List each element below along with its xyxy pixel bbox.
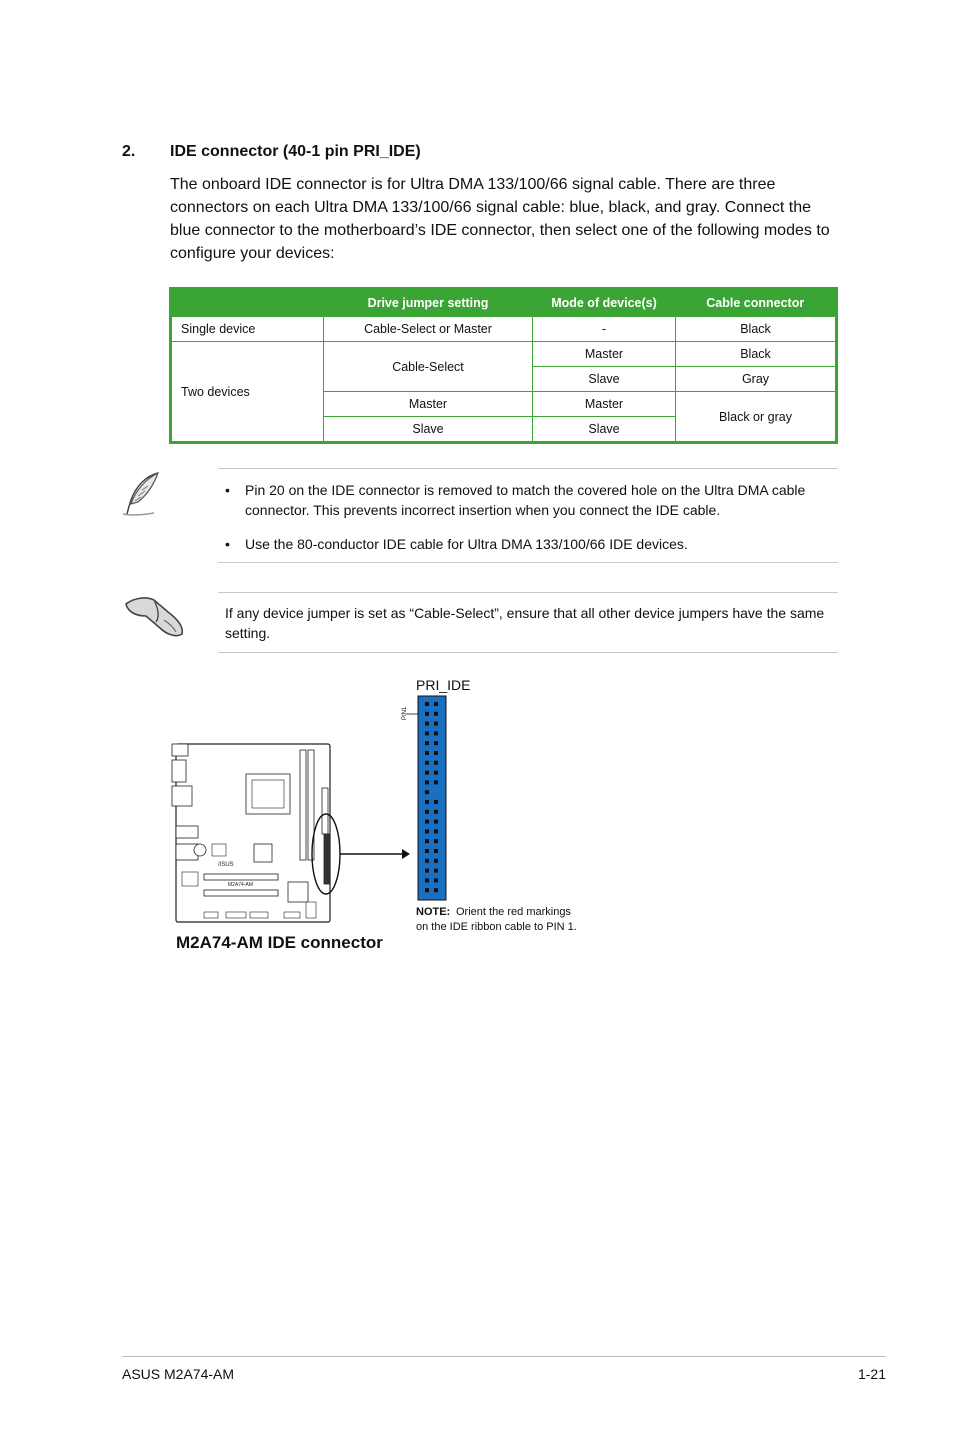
connector-pin [434,751,438,755]
connector-label: PRI_IDE [416,677,471,693]
diagram-note-line1: Orient the red markings [456,906,571,918]
hand-caution-icon [120,590,188,640]
motherboard-layout [172,744,330,922]
pin1-label: PIN1 [402,706,408,720]
note-bottom-divider [218,562,838,563]
connector-pin [434,771,438,775]
connector-pin [434,780,438,784]
connector-pin [425,790,429,794]
note-item [225,534,825,554]
connector-pin [434,849,438,853]
connector-pin [425,849,429,853]
table-cell: Slave [533,367,676,392]
caution-top-divider [218,592,838,593]
connector-pin [425,780,429,784]
connector-pin [425,839,429,843]
board-model-label: M2A74-AM [228,882,254,888]
connector-pin [434,859,438,863]
table-cell: Black or gray [676,392,837,443]
table-header-blank [171,289,324,317]
connector-pin [425,761,429,765]
section-title: IDE connector (40-1 pin PRI_IDE) [170,143,421,160]
table-cell: Black [676,317,837,342]
intro-paragraph: The onboard IDE connector is for Ultra DMA 133/100/66 signal cable. There are three connectors on each Ultra DMA 133/100/66 signal cable: blue, black, and gray. Connect the blue connector to the motherboard’s IDE connector, then select one of the following modes to configure your devices: [170,176,830,262]
footer-product: ASUS M2A74-AM [122,1366,235,1382]
caution-bottom-divider [218,652,838,653]
caution-text: If any device jumper is set as “Cable-Select”, ensure that all other device jumpers have the same setting. [225,605,825,641]
connector-pin [434,839,438,843]
note-item [225,480,825,520]
note-text: Pin 20 on the IDE connector is removed to match the covered hole on the Ultra DMA cable connector. This prevents incorrect insertion when you connect the IDE cable. [245,482,806,518]
table-cell: Single device [171,317,324,342]
footer-page-number: 1-21 [857,1366,886,1382]
connector-pin [434,810,438,814]
connector-pin [425,869,429,873]
connector-pin [425,722,429,726]
connector-pin [434,722,438,726]
note-top-divider [218,468,838,469]
connector-pin [425,741,429,745]
table-cell: Cable-Select [324,342,533,392]
connector-pin [434,820,438,824]
connector-pin [434,829,438,833]
table-row [171,317,837,342]
diagram-note-line2: on the IDE ribbon cable to PIN 1. [416,921,577,933]
connector-pin [425,810,429,814]
table-cell: Master [533,392,676,417]
connector-pin [434,741,438,745]
connector-pin [434,702,438,706]
footer-divider [122,1356,886,1357]
table-header-mode: Mode of device(s) [533,289,676,317]
table-cell: - [533,317,676,342]
connector-pin [425,771,429,775]
connector-pin [434,731,438,735]
connector-pin [425,878,429,882]
ide-settings-table [169,287,838,444]
table-header-jumper: Drive jumper setting [324,289,533,317]
table-cell: Gray [676,367,837,392]
connector-pin [434,869,438,873]
connector-pin [425,800,429,804]
connector-pin [425,702,429,706]
feather-pen-icon [118,470,164,518]
diagram-caption: M2A74-AM IDE connector [176,933,383,952]
note-text: Use the 80-conductor IDE cable for Ultra DMA 133/100/66 IDE devices. [245,536,688,552]
connector-pin [434,712,438,716]
table-header-row [171,289,837,317]
section-number: 2. [122,143,136,160]
table-cell: Two devices [171,342,324,443]
diagram-note-label: NOTE: [416,906,451,918]
pointer-arrow-head [402,849,410,859]
connector-pin [425,820,429,824]
connector-pin [434,800,438,804]
ide-connector-diagram [120,668,640,968]
connector-pin [425,859,429,863]
board-logo: /ISUS [218,862,234,868]
connector-pin [434,888,438,892]
table-row [171,342,837,367]
connector-pin [425,731,429,735]
table-cell: Master [324,392,533,417]
table-cell: Slave [324,417,533,443]
table-cell: Master [533,342,676,367]
connector-pin [425,751,429,755]
connector-pin [425,712,429,716]
connector-pin [425,888,429,892]
pri-ide-connector [418,696,446,900]
bullet-marker: • [225,536,230,552]
table-cell: Black [676,342,837,367]
connector-pin [425,829,429,833]
connector-pin [434,761,438,765]
table-header-cable: Cable connector [676,289,837,317]
table-cell: Slave [533,417,676,443]
table-cell: Cable-Select or Master [324,317,533,342]
bullet-marker: • [225,482,230,498]
connector-pin [434,878,438,882]
